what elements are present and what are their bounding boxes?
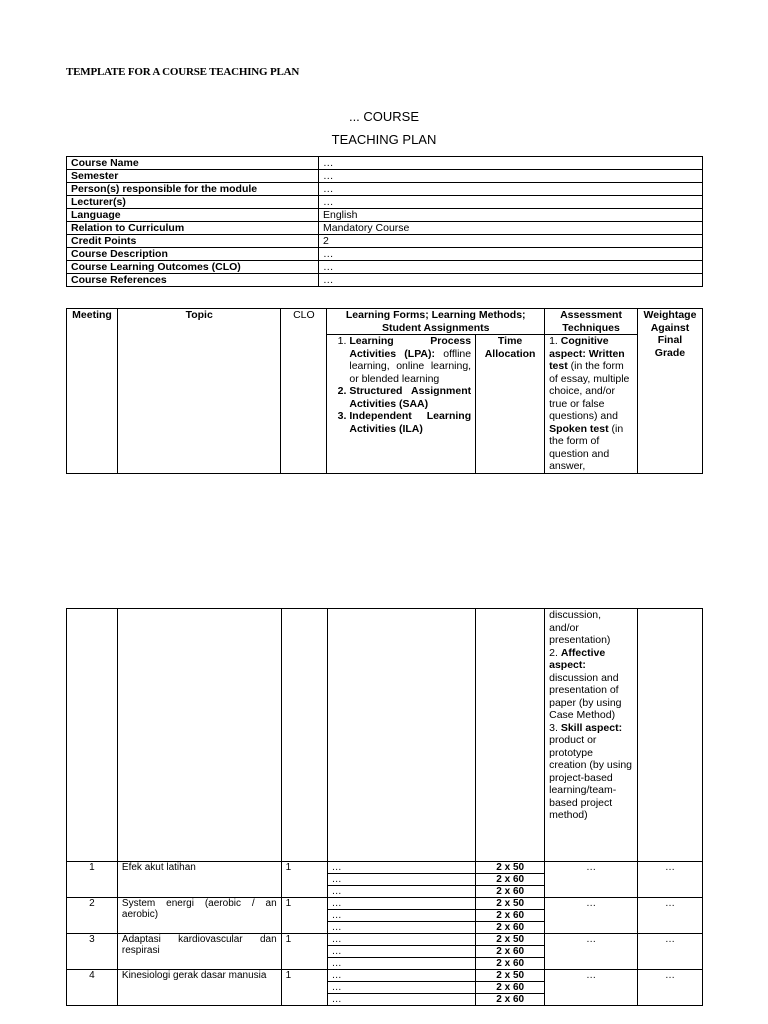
time-allocation: 2 x 60 xyxy=(476,958,545,970)
time-allocation: 2 x 60 xyxy=(476,922,545,934)
meeting-header: Meeting xyxy=(67,309,118,474)
meeting-topic: System energi (aerobic / an aerobic) xyxy=(117,898,281,934)
info-value: … xyxy=(319,274,703,287)
info-value: … xyxy=(319,248,703,261)
info-value: Mandatory Course xyxy=(319,222,703,235)
learning-forms-header: Learning Forms; Learning Methods; Student Assignments xyxy=(327,309,545,335)
course-heading: ... COURSE xyxy=(348,109,420,124)
time-allocation: 2 x 60 xyxy=(476,946,545,958)
info-value: English xyxy=(319,209,703,222)
teaching-plan-heading: TEACHING PLAN xyxy=(331,132,437,147)
saa-item: 2. Structured Assignment Activities (SAA) xyxy=(349,385,471,410)
info-label: Course Learning Outcomes (CLO) xyxy=(67,261,319,274)
info-row xyxy=(67,209,703,222)
info-label: Language xyxy=(67,209,319,222)
empty-cell xyxy=(281,609,327,862)
time-allocation: 2 x 60 xyxy=(476,994,545,1006)
meeting-clo: 1 xyxy=(281,862,327,898)
activity-item: … xyxy=(327,922,476,934)
info-value: … xyxy=(319,196,703,209)
info-row xyxy=(67,170,703,183)
activity-item: … xyxy=(327,958,476,970)
info-label: Relation to Curriculum xyxy=(67,222,319,235)
time-allocation: 2 x 50 xyxy=(476,934,545,946)
empty-cell xyxy=(476,609,545,862)
info-label: Credit Points xyxy=(67,235,319,248)
info-label: Course Description xyxy=(67,248,319,261)
activity-item: … xyxy=(327,934,476,946)
meeting-weight: … xyxy=(638,934,703,970)
info-row xyxy=(67,222,703,235)
meeting-number: 1 xyxy=(67,862,118,898)
assessment-header: Assessment Techniques xyxy=(545,309,638,335)
activity-item: … xyxy=(327,862,476,874)
learning-activities-list xyxy=(327,335,476,474)
info-value: … xyxy=(319,261,703,274)
info-row xyxy=(67,235,703,248)
activity-item: … xyxy=(327,886,476,898)
activity-item: … xyxy=(327,994,476,1006)
meeting-topic: Adaptasi kardiovascular dan respirasi xyxy=(117,934,281,970)
activity-item: … xyxy=(327,970,476,982)
info-label: Semester xyxy=(67,170,319,183)
meeting-topic: Efek akut latihan xyxy=(117,862,281,898)
info-value: … xyxy=(319,170,703,183)
meeting-row xyxy=(67,934,703,946)
meeting-clo: 1 xyxy=(281,898,327,934)
info-label: Course Name xyxy=(67,157,319,170)
info-row xyxy=(67,157,703,170)
time-allocation: 2 x 60 xyxy=(476,910,545,922)
meeting-number: 2 xyxy=(67,898,118,934)
meeting-weight: … xyxy=(638,862,703,898)
meeting-topic: Kinesiologi gerak dasar manusia xyxy=(117,970,281,1006)
clo-header: CLO xyxy=(281,309,327,474)
meeting-clo: 1 xyxy=(281,970,327,1006)
topic-header: Topic xyxy=(117,309,280,474)
info-value: … xyxy=(319,183,703,196)
info-label: Person(s) responsible for the module xyxy=(67,183,319,196)
info-row xyxy=(67,248,703,261)
meeting-row xyxy=(67,970,703,982)
meeting-assessment: … xyxy=(545,934,638,970)
weightage-header: Weightage Against Final Grade xyxy=(637,309,702,474)
document-title: TEMPLATE FOR A COURSE TEACHING PLAN xyxy=(66,66,300,78)
empty-cell xyxy=(327,609,476,862)
info-label: Lecturer(s) xyxy=(67,196,319,209)
activity-item: … xyxy=(327,982,476,994)
meeting-clo: 1 xyxy=(281,934,327,970)
meeting-row xyxy=(67,898,703,910)
activity-item: … xyxy=(327,898,476,910)
meeting-number: 4 xyxy=(67,970,118,1006)
meeting-row xyxy=(67,862,703,874)
empty-cell xyxy=(67,609,118,862)
time-allocation: 2 x 50 xyxy=(476,862,545,874)
activity-item: … xyxy=(327,874,476,886)
time-allocation: 2 x 50 xyxy=(476,970,545,982)
time-allocation: 2 x 60 xyxy=(476,874,545,886)
activity-item: … xyxy=(327,946,476,958)
info-value: 2 xyxy=(319,235,703,248)
meeting-assessment: … xyxy=(545,862,638,898)
info-value: … xyxy=(319,157,703,170)
activity-item: … xyxy=(327,910,476,922)
time-allocation: 2 x 60 xyxy=(476,982,545,994)
plan-header-table xyxy=(66,308,703,474)
info-row xyxy=(67,196,703,209)
time-allocation: 2 x 60 xyxy=(476,886,545,898)
info-row xyxy=(67,274,703,287)
meeting-weight: … xyxy=(638,898,703,934)
time-allocation: 2 x 50 xyxy=(476,898,545,910)
meeting-number: 3 xyxy=(67,934,118,970)
meeting-weight: … xyxy=(638,970,703,1006)
info-row xyxy=(67,261,703,274)
ila-item: 3. Independent Learning Activities (ILA) xyxy=(349,410,471,435)
assessment-cognitive-cell: 1. Cognitive aspect: Written test (in the form of essay, multiple choice, and/or true or false questions) and Spoken test (in the form of question and answer, xyxy=(545,335,638,474)
assessment-continuation-cell: discussion, and/or presentation) 2. Affective aspect: discussion and presentation of paper (by using Case Method) 3. Skill aspect: product or prototype creation (by using project-based learning/team-based project method) xyxy=(545,609,638,862)
course-info-table xyxy=(66,156,703,287)
meeting-assessment: … xyxy=(545,898,638,934)
lpa-item: 1. Learning Process Activities (LPA): offline learning, online learning, or blended learning xyxy=(349,335,471,385)
plan-continuation-table xyxy=(66,608,703,1006)
meeting-assessment: … xyxy=(545,970,638,1006)
empty-cell xyxy=(638,609,703,862)
empty-cell xyxy=(117,609,281,862)
info-label: Course References xyxy=(67,274,319,287)
info-row xyxy=(67,183,703,196)
time-allocation-header: Time Allocation xyxy=(476,335,545,474)
